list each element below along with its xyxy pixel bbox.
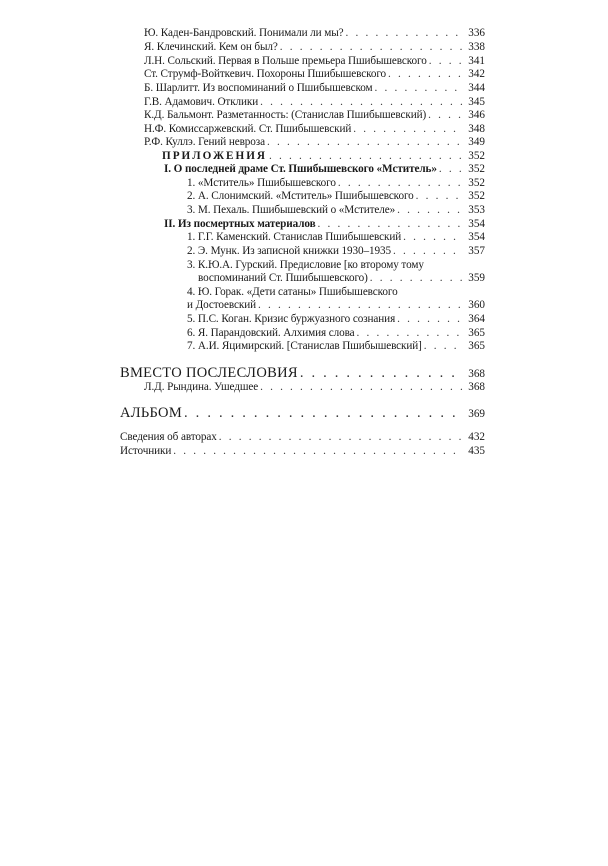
- toc-entry-page: 344: [468, 82, 485, 94]
- toc-entry-page: 336: [468, 27, 485, 39]
- toc-entry-title: 6. Я. Парандовский. Алхимия слова: [187, 327, 355, 339]
- toc-entry-title: К.Д. Бальмонт. Разметанность: (Станислав Пшибышевский): [144, 109, 427, 121]
- toc-entry: [144, 82, 485, 95]
- toc-leader: [424, 340, 463, 353]
- toc-entry-title-cont: и Достоевский: [187, 299, 256, 311]
- toc-leader: [428, 109, 463, 122]
- toc-entry-page: 369: [468, 408, 485, 420]
- toc-leader: [429, 55, 463, 68]
- toc-entry-title: Ю. Каден-Бандровский. Понимали ли мы?: [144, 27, 344, 39]
- toc-entry-title-cont: воспоминаний Ст. Пшибышевского): [198, 272, 368, 284]
- toc-part-album: [120, 405, 485, 423]
- toc-subsection: [164, 218, 485, 231]
- toc-entry: [144, 41, 485, 54]
- toc-leader: [416, 190, 463, 203]
- toc-entry: [144, 68, 485, 81]
- toc-entry: [144, 109, 485, 122]
- toc-entry-title: Л.Н. Сольский. Первая в Польше премьера Пшибышевского: [144, 55, 427, 67]
- toc-entry-page: 341: [468, 55, 485, 67]
- toc-entry-title: 3. К.Ю.А. Гурский. Предисловие [ко второму тому: [187, 259, 424, 271]
- toc-entry-title: Б. Шарлитт. Из воспоминаний о Пшибышевском: [144, 82, 373, 94]
- toc-leader: [269, 150, 463, 163]
- toc-entry: [187, 299, 485, 312]
- toc-leader: [338, 177, 463, 190]
- toc-entry-title: Я. Клечинский. Кем он был?: [144, 41, 278, 53]
- toc-leader: [346, 27, 464, 40]
- toc-entry-title: 1. Г.Г. Каменский. Станислав Пшибышевский: [187, 231, 402, 243]
- toc-entry: [187, 190, 485, 203]
- toc-section-appendices: [162, 150, 485, 163]
- toc-entry-title: 4. Ю. Горак. «Дети сатаны» Пшибышевского: [187, 286, 398, 298]
- toc-entry: [144, 27, 485, 40]
- toc-entry-title: Сведения об авторах: [120, 431, 217, 443]
- toc-entry-page: 348: [468, 123, 485, 135]
- toc-entry-page: 345: [468, 96, 485, 108]
- toc-leader: [397, 313, 463, 326]
- toc-leader: [439, 163, 463, 176]
- toc-entry: [120, 445, 485, 458]
- toc-entry-page: 368: [468, 368, 485, 380]
- toc-entry-page: 342: [468, 68, 485, 80]
- toc-entry: [144, 96, 485, 109]
- toc-entry-title: 3. М. Пехаль. Пшибышевский о «Мстителе»: [187, 204, 396, 216]
- toc-entry: [187, 327, 485, 340]
- toc-leader: [397, 204, 463, 217]
- toc-entry-page: 365: [468, 327, 485, 339]
- toc-leader: [173, 445, 463, 458]
- toc-entry-title: Н.Ф. Комиссаржевский. Ст. Пшибышевский: [144, 123, 352, 135]
- toc-subsection: [164, 163, 485, 176]
- toc-leader: [260, 96, 463, 109]
- toc-entry-title: I. О последней драме Ст. Пшибышевского «Мститель»: [164, 163, 437, 175]
- toc-entry-page: 354: [468, 218, 485, 230]
- toc-leader: [184, 405, 463, 422]
- toc-leader: [300, 365, 463, 382]
- toc-entry-title: 7. А.И. Яцимирский. [Станислав Пшибышевский]: [187, 340, 422, 352]
- toc-entry-title: Г.В. Адамович. Отклики: [144, 96, 259, 108]
- toc-entry-page: 353: [468, 204, 485, 216]
- toc-entry-title: Источники: [120, 445, 172, 457]
- toc-leader: [260, 381, 463, 394]
- toc-entry-title: ПРИЛОЖЕНИЯ: [162, 150, 268, 162]
- toc-entry-page: 352: [468, 150, 485, 162]
- toc-entry-title: АЛЬБОМ: [120, 405, 183, 421]
- toc-leader: [267, 136, 463, 149]
- toc-leader: [393, 245, 463, 258]
- toc-entry: [187, 231, 485, 244]
- toc-entry-line1: [187, 286, 485, 299]
- toc-entry: [120, 431, 485, 444]
- toc-entry-page: 354: [468, 231, 485, 243]
- toc-entry-title: 2. А. Слонимский. «Мститель» Пшибышевского: [187, 190, 414, 202]
- toc-entry-page: 349: [468, 136, 485, 148]
- toc-entry: [144, 55, 485, 68]
- toc-entry-page: 360: [468, 299, 485, 311]
- toc-entry-title: ВМЕСТО ПОСЛЕСЛОВИЯ: [120, 365, 298, 381]
- toc-entry-page: 352: [468, 190, 485, 202]
- toc-entry: [187, 204, 485, 217]
- toc-entry-page: 338: [468, 41, 485, 53]
- toc-entry-page: 352: [468, 163, 485, 175]
- toc-entry: [144, 136, 485, 149]
- toc-entry: [144, 381, 485, 394]
- toc-entry-title: 5. П.С. Коган. Кризис буржуазного сознания: [187, 313, 396, 325]
- toc-entry-page: 357: [468, 245, 485, 257]
- toc-leader: [357, 327, 463, 340]
- toc-entry-page: 368: [468, 381, 485, 393]
- toc-leader: [374, 82, 463, 95]
- toc-entry-page: 365: [468, 340, 485, 352]
- toc-entry-page: 346: [468, 109, 485, 121]
- toc-entry-page: 432: [468, 431, 485, 443]
- toc-leader: [353, 123, 463, 136]
- toc-leader: [318, 218, 463, 231]
- toc-entry-title: II. Из посмертных материалов: [164, 218, 316, 230]
- toc-entry: [187, 177, 485, 190]
- toc-entry-title: 1. «Мститель» Пшибышевского: [187, 177, 336, 189]
- toc-leader: [280, 41, 463, 54]
- toc-entry-title: Л.Д. Рындина. Ушедшее: [144, 381, 259, 393]
- toc-leader: [219, 431, 463, 444]
- toc-entry: [144, 123, 485, 136]
- toc-entry-title: 2. Э. Мунк. Из записной книжки 1930–1935: [187, 245, 391, 257]
- toc-entry: [187, 313, 485, 326]
- toc-entry-page: 364: [468, 313, 485, 325]
- toc-entry-page: 352: [468, 177, 485, 189]
- toc-entry: [198, 272, 485, 285]
- toc-entry-page: 359: [468, 272, 485, 284]
- toc-entry: [187, 245, 485, 258]
- toc-leader: [388, 68, 463, 81]
- toc-leader: [370, 272, 463, 285]
- toc-entry-title: Ст. Струмф-Войткевич. Похороны Пшибышевского: [144, 68, 387, 80]
- toc-leader: [258, 299, 463, 312]
- toc-entry: [187, 340, 485, 353]
- toc-entry-line1: [187, 259, 485, 272]
- toc-entry-page: 435: [468, 445, 485, 457]
- toc-entry-title: Р.Ф. Куллэ. Гений невроза: [144, 136, 265, 148]
- toc-leader: [403, 231, 463, 244]
